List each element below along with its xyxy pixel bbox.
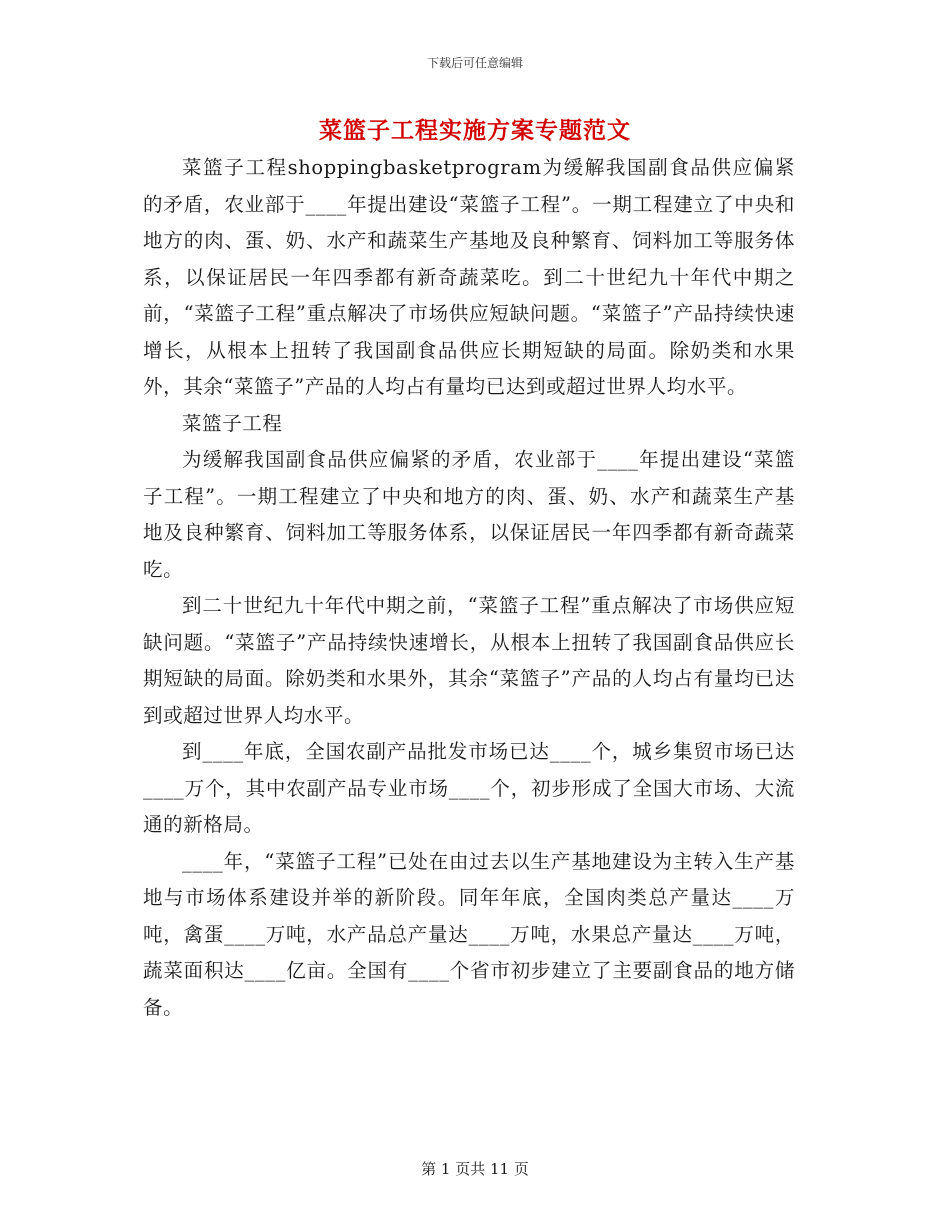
document-body [143, 150, 795, 1026]
paragraph-markets: 到____年底，全国农副产品批发市场已达____个，城乡集贸市场已达____万个，其中农副产品专业市场____个，初步形成了全国大市场、大流通的新格局。 [143, 740, 795, 836]
paragraph-intro: 菜篮子工程shoppingbasketprogram为缓解我国副食品供应偏紧的矛盾，农业部于____年提出建设“菜篮子工程”。一期工程建立了中央和地方的肉、蛋、奶、水产和蔬菜生产基地及良种繁育、饲料加工等服务体系，以保证居民一年四季都有新奇蔬菜吃。到二十世纪九十年代中期之前，“菜篮子工程”重点解决了市场供应短缺问题。“菜篮子”产品持续快速增长，从根本上扭转了我国副食品供应长期短缺的局面。除奶类和水果外，其余“菜篮子”产品的人均占有量均已达到或超过世界人均水平。 [143, 156, 795, 398]
document-title: 菜篮子工程实施方案专题范文 [319, 118, 631, 144]
header-note: 下载后可任意编辑 [426, 56, 523, 70]
paragraph-background: 为缓解我国副食品供应偏紧的矛盾，农业部于____年提出建设“菜篮子工程”。一期工程建立了中央和地方的肉、蛋、奶、水产和蔬菜生产基地及良种繁育、饲料加工等服务体系，以保证居民一年四季都有新奇蔬菜吃。 [143, 448, 795, 581]
paragraph-new-stage: ____年，“菜篮子工程”已处在由过去以生产基地建设为主转入生产基地与市场体系建设并举的新阶段。同年年底，全国肉类总产量达____万吨，禽蛋____万吨，水产品总产量达____万吨，水果总产量达____万吨，蔬菜面积达____亿亩。全国有____个省市初步建立了主要副食品的地方储备。 [143, 849, 795, 1019]
paragraph-achievement: 到二十世纪九十年代中期之前，“菜篮子工程”重点解决了市场供应短缺问题。“菜篮子”产品持续快速增长，从根本上扭转了我国副食品供应长期短缺的局面。除奶类和水果外，其余“菜篮子”产品的人均占有量均已达到或超过世界人均水平。 [143, 594, 795, 727]
page-number: 第 1 页共 11 页 [421, 1160, 529, 1178]
paragraph-heading: 菜篮子工程 [182, 411, 283, 435]
